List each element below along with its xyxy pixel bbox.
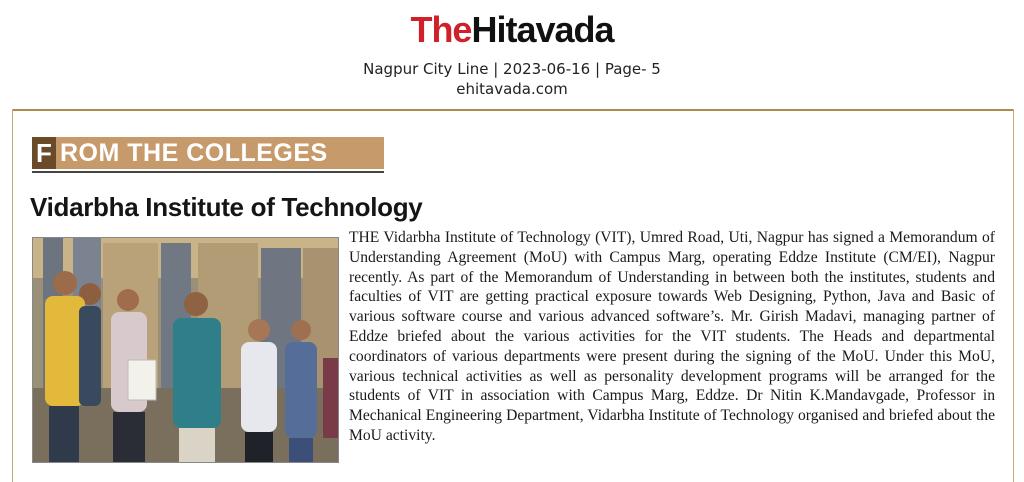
section-banner [32,137,384,169]
section-initial: F [32,137,56,169]
article-photo [32,237,339,463]
newspaper-logo[interactable] [410,10,613,50]
section-underline [32,171,384,173]
logo-the: The [410,9,472,50]
page-border-top [12,109,1014,111]
masthead [0,10,1024,50]
group-photo-image [33,238,338,462]
website-link[interactable]: ehitavada.com [456,80,568,98]
section-title: ROM THE COLLEGES [60,139,328,167]
edition-line: Nagpur City Line | 2023-06-16 | Page- 5 [363,60,661,78]
logo-name: Hitavada [471,9,614,50]
article-headline: Vidarbha Institute of Technology [30,192,423,222]
page-border-left [12,109,13,482]
page-border-right [1013,109,1014,482]
article-body: THE Vidarbha Institute of Technology (VIT), Umred Road, Uti, Nagpur has signed a Memorandum of Understanding Agreement (MoU) with Campus Marg, operating Eddze Institute (CM/EI), Nagpur recently. As part of the Memorandum of Understanding in between both the institutes, students and faculties of VIT are getting practical exposure towards Web Designing, Python, Java and Basic of various software course and various advanced software’s. Mr. Girish Madavi, managing partner of Eddze briefed about the various activities for the VIT students. The Heads and departmental coordinators of various departments were present during the signing of the MoU. Under this MoU, various technical activities as well as personality development programs will be arranged for the students of VIT in association with Campus Marg, Eddze. Dr Nitin K.Mandavgade, Professor in Mechanical Engineering Department, Vidarbha Institute of Technology organised and briefed about the MoU activity. [349,229,995,444]
